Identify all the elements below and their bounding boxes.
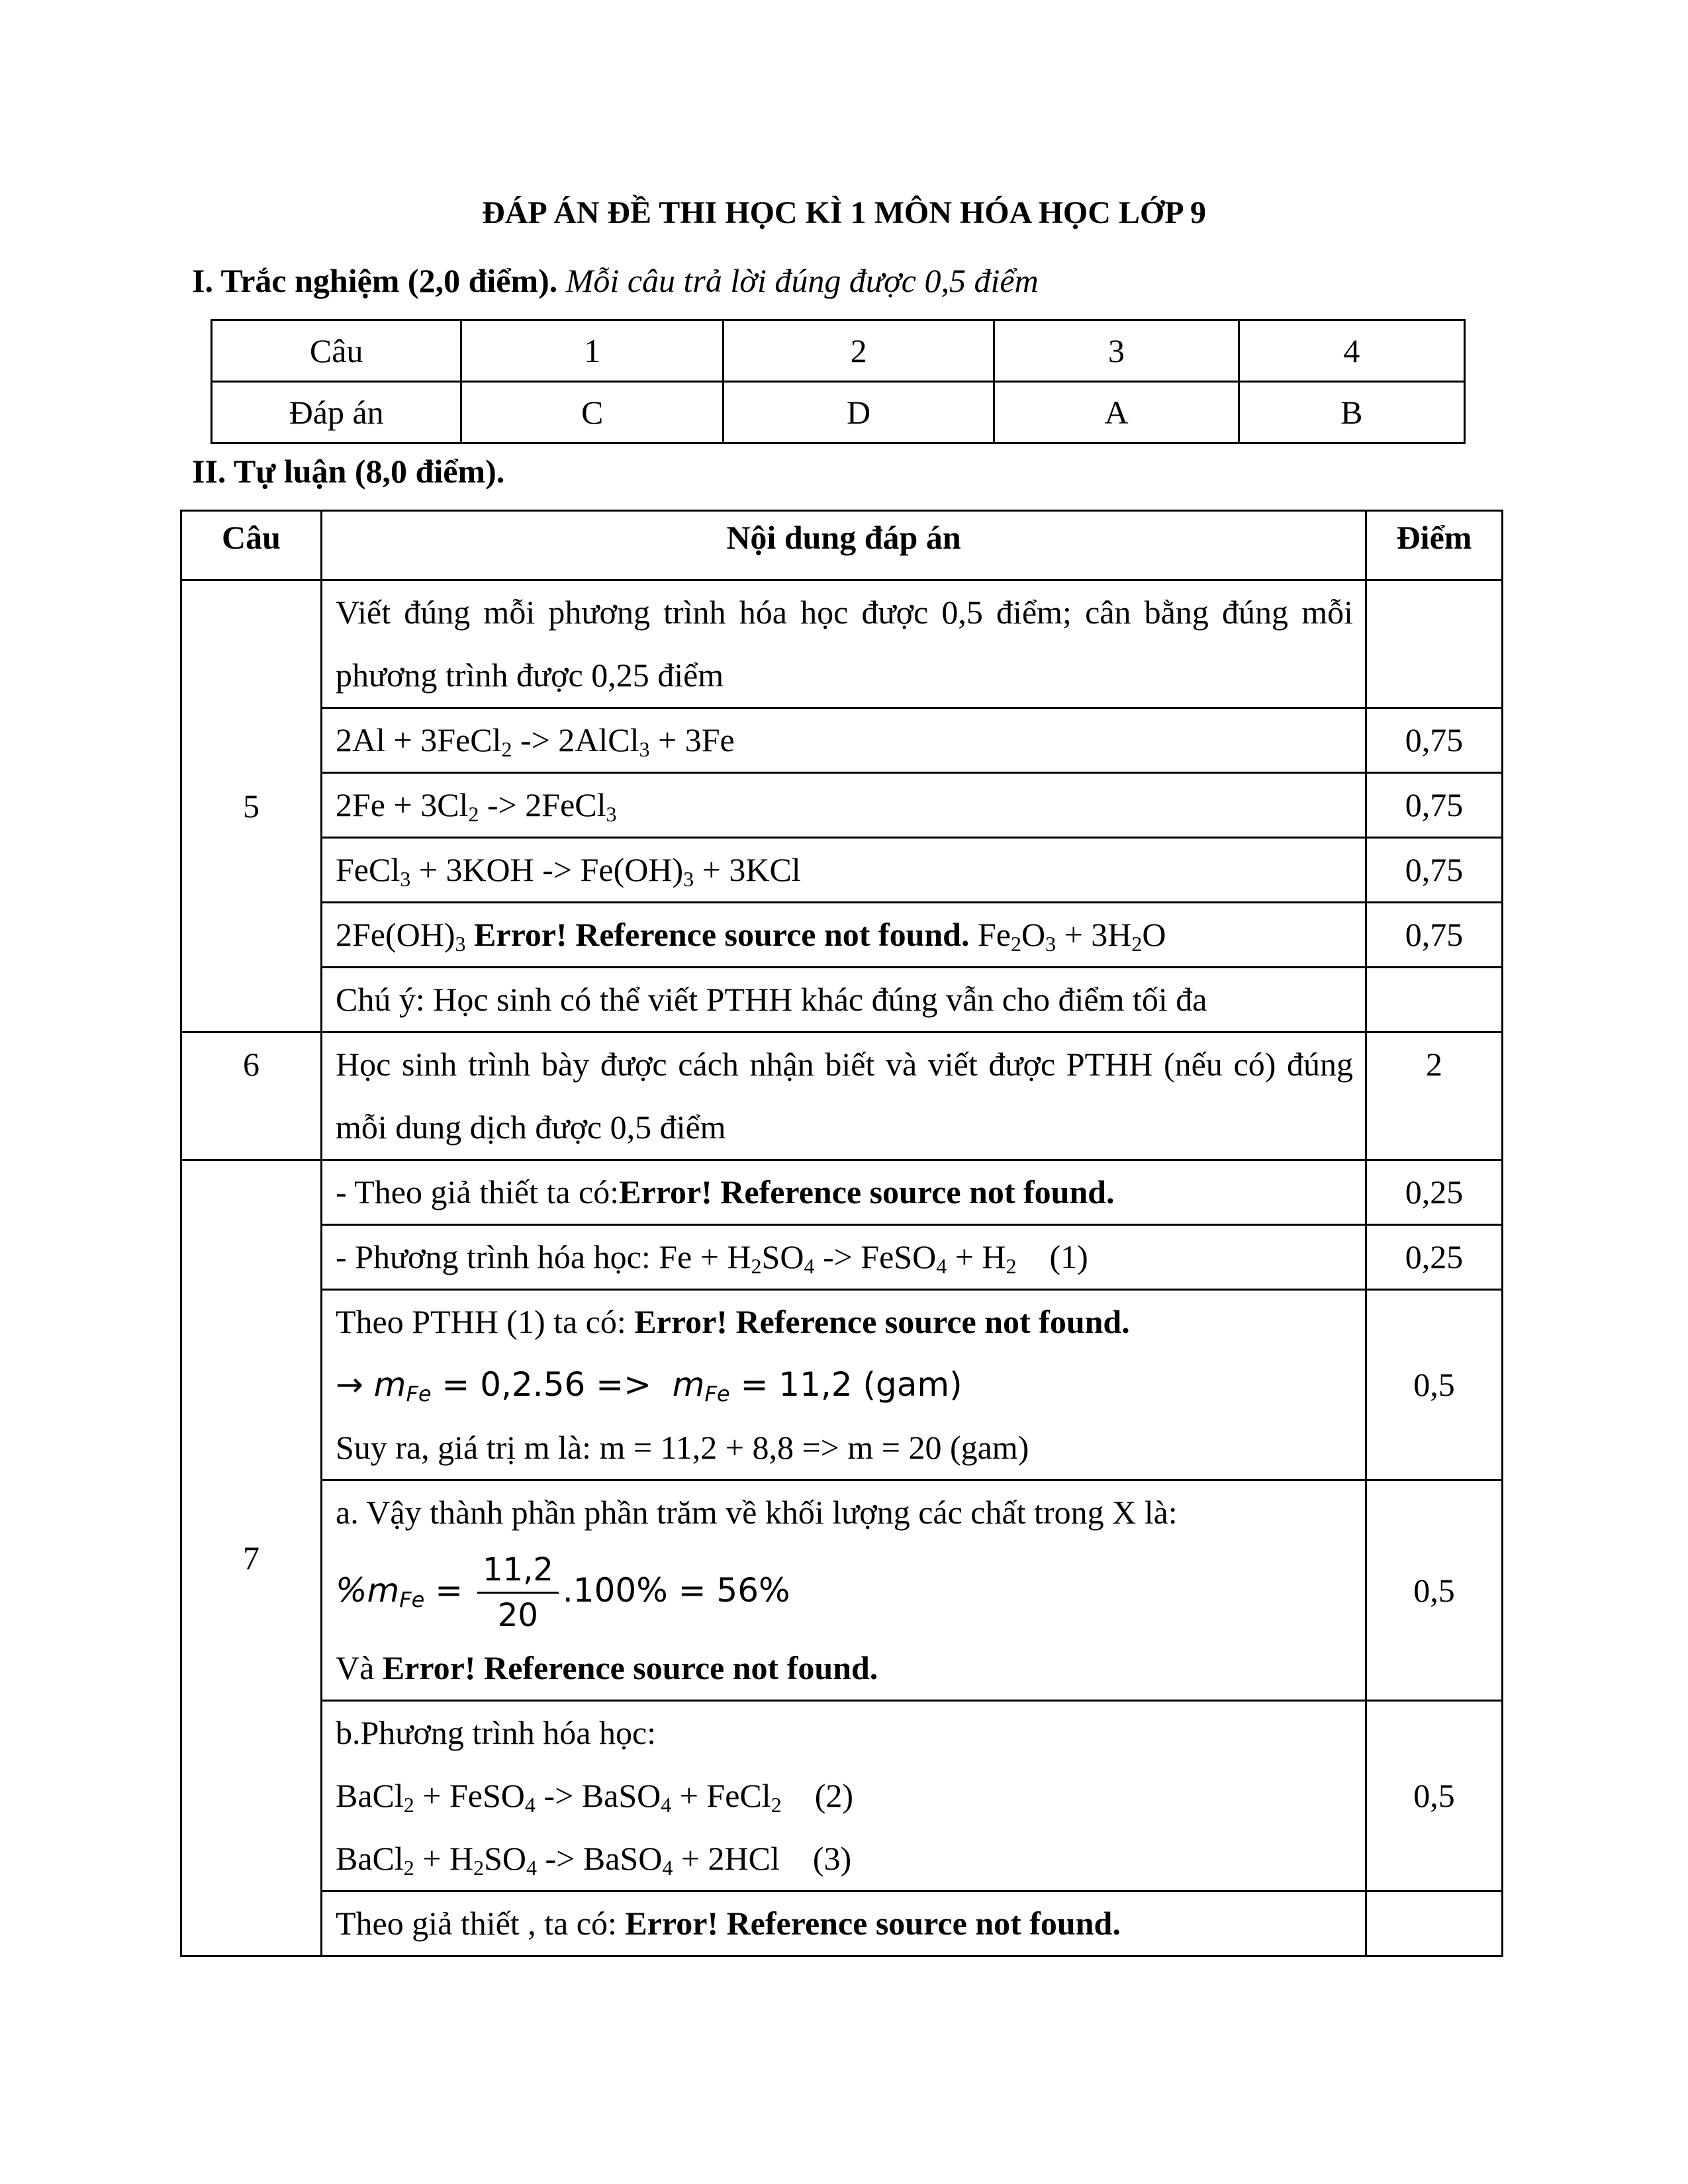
q6-text: Học sinh trình bày được cách nhận biết và viết được PTHH (nếu có) đúng mỗi dung dịch được 0,5 điểm <box>322 1032 1366 1160</box>
q5-equation-3: FeCl$_3$ + $3KOH -> Fe(OH)_3 + 3KCl$ <box>322 838 1366 903</box>
table-row <box>181 580 1503 708</box>
points-cell: 0,5 <box>1366 1701 1503 1891</box>
error-reference: Error! Reference source not found. <box>619 1173 1115 1210</box>
essay-answer-table <box>180 510 1503 1957</box>
equation-3: BaCl$_2$ + $H_2SO_4$ -> BaSO$_4$ + 2HCl (3) <box>336 1840 852 1880</box>
table-row <box>181 903 1503 968</box>
error-reference: Error! Reference source not found. <box>625 1905 1121 1942</box>
mc-cell: 2 <box>723 320 994 382</box>
points-cell <box>1366 968 1503 1032</box>
table-row <box>181 968 1503 1032</box>
points-cell <box>1366 580 1503 708</box>
mc-cell: D <box>723 382 994 443</box>
q7-equations-b: b.Phương trình hóa học: BaCl$_2$ + FeSO$_4$ -> BaSO$_4$ + FeCl$_2$ (2) BaCl$_2$ + $H_2SO_4$ -> BaSO$_4$ + 2HCl (3) <box>322 1701 1366 1891</box>
mc-row-question <box>212 320 1465 382</box>
q7-conclusion: Theo giả thiết , ta có: Error! Reference source not found. <box>322 1891 1366 1956</box>
points-cell: 0,25 <box>1366 1160 1503 1225</box>
points-cell: 0,75 <box>1366 773 1503 838</box>
table-row <box>181 1225 1503 1290</box>
percentage-formula: $\%m_{Fe}$ = $\frac{11,2}{20}$ .100% = 56% <box>336 1544 1353 1637</box>
q5-equation-4: $2Fe(OH)_3$ Error! Reference source not found. $Fe_2O_3 + 3H_2O$ <box>322 903 1366 968</box>
fraction: $\frac{11,2}{20}$ <box>477 1548 559 1637</box>
question-number-5: 5 <box>181 580 322 1032</box>
points-cell: 0,75 <box>1366 708 1503 773</box>
table-row <box>181 773 1503 838</box>
header-content: Nội dung đáp án <box>322 511 1366 580</box>
q7-percentage: a. Vậy thành phần phần trăm về khối lượng các chất trong X là: $\%m_{Fe}$ = $\frac{11,2}{20}$ .100% = 56% Và Error! Reference source not found. <box>322 1480 1366 1701</box>
mc-cell: Đáp án <box>212 382 461 443</box>
mc-cell: 3 <box>994 320 1239 382</box>
section-1-note: Mỗi câu trả lời đúng được 0,5 điểm <box>565 262 1039 299</box>
error-reference: Error! Reference source not found. <box>382 1649 878 1686</box>
mass-formula: → $m_{Fe} = 0,2.56 => m_{Fe} = 11,2$ (gam) <box>336 1365 962 1406</box>
equation-2: BaCl$_2$ + FeSO$_4$ -> BaSO$_4$ + FeCl$_2$ (2) <box>336 1777 853 1817</box>
multiple-choice-table <box>211 319 1466 444</box>
q7-equation-1: - Phương trình hóa học: $Fe + H_2SO_4$ -> FeSO$_4$ + $H_2$ (1) <box>322 1225 1366 1290</box>
q5-note: Chú ý: Học sinh có thể viết PTHH khác đúng vẫn cho điểm tối đa <box>322 968 1366 1032</box>
error-reference: Error! Reference source not found. <box>474 916 970 953</box>
points-cell <box>1366 1891 1503 1956</box>
error-reference: Error! Reference source not found. <box>634 1303 1130 1340</box>
q7-given: - Theo giả thiết ta có:Error! Reference source not found. <box>322 1160 1366 1225</box>
table-row <box>181 1032 1503 1160</box>
table-row <box>181 1480 1503 1701</box>
header-points: Điểm <box>1366 511 1503 580</box>
points-cell: 0,5 <box>1366 1480 1503 1701</box>
table-row <box>181 838 1503 903</box>
points-cell: 0,75 <box>1366 838 1503 903</box>
q7-calculation: Theo PTHH (1) ta có: Error! Reference source not found. → $m_{Fe} = 0,2.56 => m_{Fe} = 11,2$ (gam) Suy ra, giá trị m là: m = 11,2 + 8,8 => m = 20 (gam) <box>322 1290 1366 1480</box>
mc-cell: C <box>461 382 723 443</box>
table-row <box>181 1701 1503 1891</box>
question-number-7: 7 <box>181 1160 322 1956</box>
question-number-6: 6 <box>181 1032 322 1160</box>
table-row <box>181 708 1503 773</box>
mc-cell: A <box>994 382 1239 443</box>
header-cau: Câu <box>181 511 322 580</box>
points-cell: 0,25 <box>1366 1225 1503 1290</box>
points-cell: 0,75 <box>1366 903 1503 968</box>
table-row <box>181 1160 1503 1225</box>
q5-intro: Viết đúng mỗi phương trình hóa học được 0,5 điểm; cân bằng đúng mỗi phương trình được 0,25 điểm <box>322 580 1366 708</box>
mc-cell: Câu <box>212 320 461 382</box>
page-title: ĐÁP ÁN ĐỀ THI HỌC KÌ 1 MÔN HÓA HỌC LỚP 9 <box>482 195 1206 230</box>
section-2-heading: II. Tự luận (8,0 điểm). <box>192 453 505 490</box>
table-row <box>181 1891 1503 1956</box>
mc-cell: 1 <box>461 320 723 382</box>
mc-cell: 4 <box>1239 320 1464 382</box>
section-1-label: I. Trắc nghiệm (2,0 điểm). <box>192 262 558 299</box>
q5-equation-2: $2Fe + 3Cl_2$ -> 2FeCl$_3$ <box>322 773 1366 838</box>
mc-row-answer <box>212 382 1465 443</box>
points-cell: 2 <box>1366 1032 1503 1160</box>
points-cell: 0,5 <box>1366 1290 1503 1480</box>
section-1-heading <box>192 259 1039 302</box>
essay-header-row <box>181 511 1503 580</box>
q5-equation-1: 2Al + 3FeCl$_2$ -> 2AlCl$_3$ + 3Fe <box>322 708 1366 773</box>
table-row <box>181 1290 1503 1480</box>
mc-cell: B <box>1239 382 1464 443</box>
